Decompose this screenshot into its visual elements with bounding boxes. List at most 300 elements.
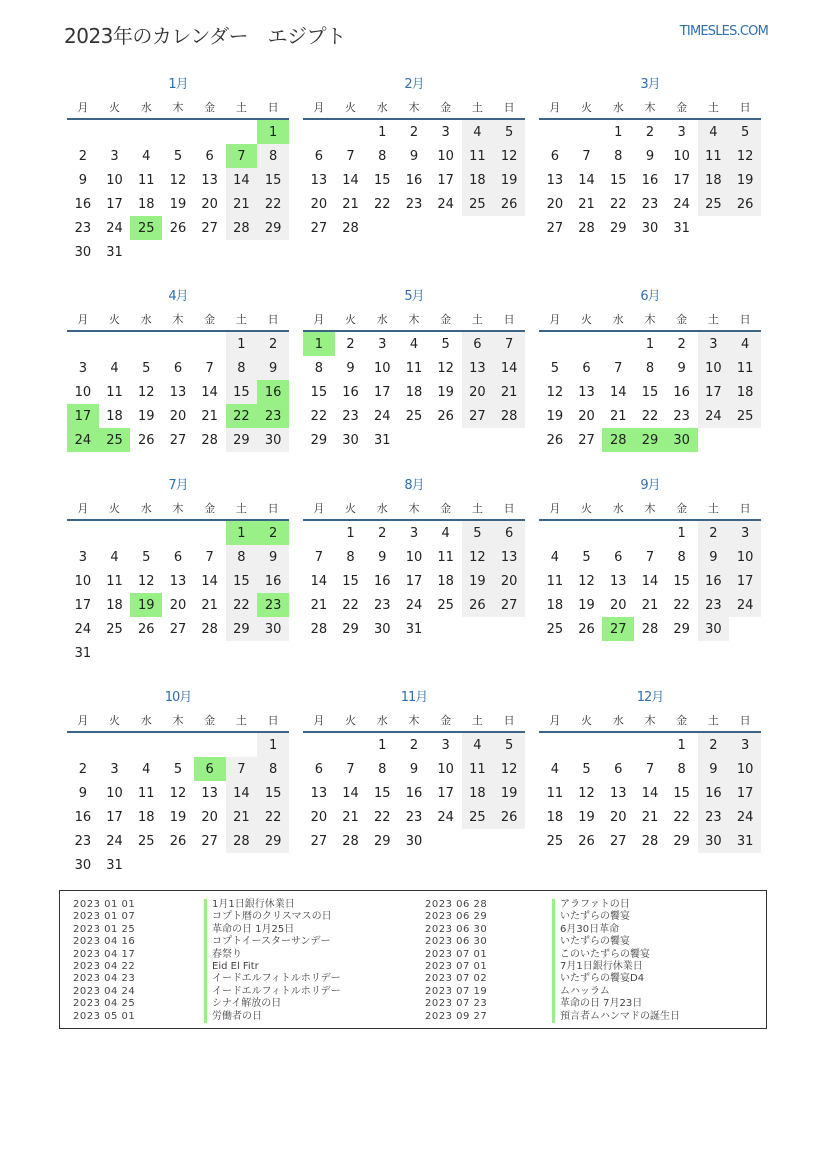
day-cell[interactable]: 20 bbox=[169, 597, 187, 613]
day-cell[interactable]: 16 bbox=[673, 384, 690, 400]
day-cell[interactable]: 11 bbox=[106, 384, 123, 400]
day-cell[interactable]: 1 bbox=[645, 336, 655, 352]
day-cell[interactable]: 20 bbox=[201, 196, 218, 212]
day-cell[interactable]: 30 bbox=[74, 244, 92, 260]
day-cell[interactable]: 11 bbox=[698, 144, 730, 168]
day-cell[interactable]: 9 bbox=[645, 148, 655, 164]
day-cell[interactable]: 27 bbox=[578, 432, 595, 448]
day-cell[interactable]: 7 bbox=[645, 761, 655, 777]
day-cell[interactable]: 12 bbox=[578, 573, 595, 589]
day-cell[interactable]: 8 bbox=[226, 356, 258, 380]
day-cell[interactable]: 10 bbox=[74, 384, 92, 400]
day-cell[interactable]: 29 bbox=[673, 833, 690, 849]
day-cell[interactable]: 8 bbox=[677, 761, 686, 777]
day-cell[interactable]: 8 bbox=[257, 757, 289, 781]
day-cell[interactable]: 10 bbox=[673, 148, 690, 164]
day-cell[interactable]: 16 bbox=[698, 781, 730, 805]
day-cell[interactable]: 18 bbox=[137, 809, 155, 825]
day-cell[interactable]: 27 bbox=[310, 833, 328, 849]
day-cell[interactable]: 26 bbox=[546, 432, 564, 448]
day-cell[interactable]: 21 bbox=[201, 408, 218, 424]
day-cell[interactable]: 4 bbox=[462, 732, 494, 757]
day-cell[interactable]: 17 bbox=[698, 380, 730, 404]
day-cell[interactable]: 29 bbox=[226, 617, 258, 641]
day-cell[interactable]: 5 bbox=[493, 732, 525, 757]
day-cell[interactable]: 29 bbox=[673, 621, 690, 637]
day-cell[interactable]: 5 bbox=[173, 761, 183, 777]
day-cell[interactable]: 26 bbox=[729, 192, 761, 216]
day-cell[interactable]: 23 bbox=[698, 593, 730, 617]
day-cell[interactable]: 21 bbox=[609, 408, 627, 424]
day-cell[interactable]: 6 bbox=[582, 360, 591, 376]
day-cell[interactable]: 27 bbox=[493, 593, 525, 617]
day-cell[interactable]: 16 bbox=[257, 380, 289, 404]
day-cell[interactable]: 7 bbox=[346, 148, 355, 164]
day-cell[interactable]: 28 bbox=[342, 833, 359, 849]
day-cell[interactable]: 18 bbox=[729, 380, 761, 404]
day-cell[interactable]: 25 bbox=[99, 428, 131, 452]
day-cell[interactable]: 14 bbox=[641, 785, 659, 801]
day-cell[interactable]: 4 bbox=[409, 336, 419, 352]
day-cell[interactable]: 27 bbox=[201, 833, 218, 849]
day-cell[interactable]: 13 bbox=[578, 384, 595, 400]
day-cell[interactable]: 28 bbox=[602, 428, 634, 452]
day-cell[interactable]: 19 bbox=[462, 569, 494, 593]
day-cell[interactable]: 24 bbox=[437, 196, 454, 212]
day-cell[interactable]: 12 bbox=[437, 360, 454, 376]
day-cell[interactable]: 28 bbox=[578, 220, 595, 236]
day-cell[interactable]: 13 bbox=[201, 172, 218, 188]
day-cell[interactable]: 22 bbox=[373, 809, 391, 825]
day-cell[interactable]: 26 bbox=[462, 593, 494, 617]
day-cell[interactable]: 28 bbox=[310, 621, 328, 637]
day-cell[interactable]: 18 bbox=[405, 384, 423, 400]
day-cell[interactable]: 15 bbox=[226, 569, 258, 593]
day-cell[interactable]: 19 bbox=[130, 593, 162, 617]
day-cell[interactable]: 5 bbox=[729, 119, 761, 144]
day-cell[interactable]: 6 bbox=[614, 761, 623, 777]
day-cell[interactable]: 28 bbox=[226, 216, 258, 240]
day-cell[interactable]: 23 bbox=[342, 408, 359, 424]
day-cell[interactable]: 12 bbox=[137, 573, 155, 589]
day-cell[interactable]: 30 bbox=[257, 428, 289, 452]
day-cell[interactable]: 29 bbox=[373, 833, 391, 849]
day-cell[interactable]: 26 bbox=[169, 220, 187, 236]
day-cell[interactable]: 19 bbox=[169, 196, 187, 212]
day-cell[interactable]: 8 bbox=[257, 144, 289, 168]
day-cell[interactable]: 23 bbox=[257, 404, 289, 428]
day-cell[interactable]: 17 bbox=[106, 809, 123, 825]
day-cell[interactable]: 6 bbox=[314, 761, 323, 777]
day-cell[interactable]: 27 bbox=[310, 220, 328, 236]
day-cell[interactable]: 29 bbox=[257, 216, 289, 240]
day-cell[interactable]: 3 bbox=[409, 525, 419, 541]
day-cell[interactable]: 31 bbox=[74, 645, 92, 661]
day-cell[interactable]: 25 bbox=[137, 833, 155, 849]
day-cell[interactable]: 27 bbox=[201, 220, 218, 236]
day-cell[interactable]: 28 bbox=[641, 833, 659, 849]
day-cell[interactable]: 3 bbox=[441, 737, 450, 753]
day-cell[interactable]: 18 bbox=[462, 781, 494, 805]
day-cell[interactable]: 26 bbox=[169, 833, 187, 849]
day-cell[interactable]: 25 bbox=[462, 805, 494, 829]
day-cell[interactable]: 24 bbox=[673, 196, 690, 212]
day-cell[interactable]: 11 bbox=[546, 785, 564, 801]
day-cell[interactable]: 30 bbox=[257, 617, 289, 641]
day-cell[interactable]: 1 bbox=[378, 124, 387, 140]
day-cell[interactable]: 20 bbox=[201, 809, 218, 825]
day-cell[interactable]: 1 bbox=[303, 331, 335, 356]
day-cell[interactable]: 5 bbox=[550, 360, 559, 376]
day-cell[interactable]: 9 bbox=[257, 545, 289, 569]
day-cell[interactable]: 13 bbox=[609, 785, 627, 801]
day-cell[interactable]: 31 bbox=[106, 857, 123, 873]
day-cell[interactable]: 30 bbox=[698, 617, 730, 641]
day-cell[interactable]: 1 bbox=[226, 331, 258, 356]
day-cell[interactable]: 18 bbox=[106, 408, 123, 424]
day-cell[interactable]: 2 bbox=[78, 761, 87, 777]
day-cell[interactable]: 20 bbox=[546, 196, 564, 212]
day-cell[interactable]: 13 bbox=[609, 573, 627, 589]
day-cell[interactable]: 3 bbox=[729, 732, 761, 757]
day-cell[interactable]: 20 bbox=[609, 597, 627, 613]
day-cell[interactable]: 19 bbox=[137, 408, 155, 424]
day-cell[interactable]: 1 bbox=[677, 525, 686, 541]
day-cell[interactable]: 3 bbox=[698, 331, 730, 356]
day-cell[interactable]: 7 bbox=[205, 549, 214, 565]
day-cell[interactable]: 8 bbox=[614, 148, 623, 164]
day-cell[interactable]: 1 bbox=[226, 520, 258, 545]
day-cell[interactable]: 7 bbox=[205, 360, 214, 376]
day-cell[interactable]: 31 bbox=[373, 432, 391, 448]
day-cell[interactable]: 23 bbox=[405, 809, 423, 825]
day-cell[interactable]: 9 bbox=[409, 761, 419, 777]
day-cell[interactable]: 7 bbox=[226, 144, 258, 168]
day-cell[interactable]: 19 bbox=[729, 168, 761, 192]
day-cell[interactable]: 24 bbox=[74, 621, 92, 637]
day-cell[interactable]: 17 bbox=[405, 573, 423, 589]
day-cell[interactable]: 20 bbox=[493, 569, 525, 593]
day-cell[interactable]: 23 bbox=[74, 220, 92, 236]
day-cell[interactable]: 30 bbox=[666, 428, 698, 452]
day-cell[interactable]: 7 bbox=[645, 549, 655, 565]
day-cell[interactable]: 24 bbox=[437, 809, 454, 825]
day-cell[interactable]: 6 bbox=[614, 549, 623, 565]
day-cell[interactable]: 25 bbox=[462, 192, 494, 216]
day-cell[interactable]: 24 bbox=[106, 833, 123, 849]
day-cell[interactable]: 19 bbox=[578, 597, 595, 613]
day-cell[interactable]: 14 bbox=[201, 573, 218, 589]
day-cell[interactable]: 6 bbox=[550, 148, 559, 164]
day-cell[interactable]: 25 bbox=[106, 621, 123, 637]
day-cell[interactable]: 14 bbox=[641, 573, 659, 589]
day-cell[interactable]: 21 bbox=[342, 196, 359, 212]
day-cell[interactable]: 25 bbox=[546, 833, 564, 849]
day-cell[interactable]: 30 bbox=[373, 621, 391, 637]
day-cell[interactable]: 19 bbox=[546, 408, 564, 424]
day-cell[interactable]: 2 bbox=[645, 124, 655, 140]
day-cell[interactable]: 24 bbox=[405, 597, 423, 613]
day-cell[interactable]: 19 bbox=[578, 809, 595, 825]
day-cell[interactable]: 11 bbox=[462, 757, 494, 781]
day-cell[interactable]: 22 bbox=[673, 597, 690, 613]
day-cell[interactable]: 13 bbox=[169, 573, 187, 589]
day-cell[interactable]: 3 bbox=[110, 148, 119, 164]
day-cell[interactable]: 11 bbox=[137, 785, 155, 801]
day-cell[interactable]: 12 bbox=[729, 144, 761, 168]
day-cell[interactable]: 4 bbox=[142, 761, 151, 777]
day-cell[interactable]: 27 bbox=[546, 220, 564, 236]
day-cell[interactable]: 8 bbox=[226, 545, 258, 569]
day-cell[interactable]: 18 bbox=[137, 196, 155, 212]
day-cell[interactable]: 5 bbox=[142, 360, 151, 376]
day-cell[interactable]: 26 bbox=[578, 621, 595, 637]
day-cell[interactable]: 26 bbox=[137, 621, 155, 637]
day-cell[interactable]: 7 bbox=[582, 148, 591, 164]
day-cell[interactable]: 17 bbox=[729, 781, 761, 805]
day-cell[interactable]: 15 bbox=[257, 781, 289, 805]
day-cell[interactable]: 14 bbox=[578, 172, 595, 188]
day-cell[interactable]: 19 bbox=[169, 809, 187, 825]
day-cell[interactable]: 5 bbox=[142, 549, 151, 565]
day-cell[interactable]: 25 bbox=[698, 192, 730, 216]
day-cell[interactable]: 22 bbox=[609, 196, 627, 212]
day-cell[interactable]: 20 bbox=[609, 809, 627, 825]
day-cell[interactable]: 5 bbox=[493, 119, 525, 144]
day-cell[interactable]: 3 bbox=[378, 336, 387, 352]
day-cell[interactable]: 17 bbox=[373, 384, 391, 400]
day-cell[interactable]: 29 bbox=[226, 428, 258, 452]
day-cell[interactable]: 23 bbox=[673, 408, 690, 424]
day-cell[interactable]: 28 bbox=[641, 621, 659, 637]
day-cell[interactable]: 25 bbox=[546, 621, 564, 637]
day-cell[interactable]: 10 bbox=[698, 356, 730, 380]
day-cell[interactable]: 18 bbox=[106, 597, 123, 613]
day-cell[interactable]: 13 bbox=[493, 545, 525, 569]
day-cell[interactable]: 12 bbox=[137, 384, 155, 400]
day-cell[interactable]: 29 bbox=[609, 220, 627, 236]
day-cell[interactable]: 28 bbox=[201, 621, 218, 637]
day-cell[interactable]: 16 bbox=[698, 569, 730, 593]
day-cell[interactable]: 21 bbox=[201, 597, 218, 613]
day-cell[interactable]: 21 bbox=[641, 809, 659, 825]
day-cell[interactable]: 10 bbox=[106, 172, 123, 188]
day-cell[interactable]: 17 bbox=[437, 172, 454, 188]
day-cell[interactable]: 11 bbox=[462, 144, 494, 168]
day-cell[interactable]: 15 bbox=[673, 573, 690, 589]
day-cell[interactable]: 23 bbox=[74, 833, 92, 849]
day-cell[interactable]: 3 bbox=[78, 549, 87, 565]
day-cell[interactable]: 14 bbox=[201, 384, 218, 400]
day-cell[interactable]: 13 bbox=[310, 785, 328, 801]
day-cell[interactable]: 24 bbox=[67, 428, 99, 452]
day-cell[interactable]: 8 bbox=[677, 549, 686, 565]
day-cell[interactable]: 23 bbox=[698, 805, 730, 829]
day-cell[interactable]: 15 bbox=[342, 573, 359, 589]
day-cell[interactable]: 15 bbox=[373, 785, 391, 801]
day-cell[interactable]: 4 bbox=[441, 525, 450, 541]
day-cell[interactable]: 26 bbox=[437, 408, 454, 424]
day-cell[interactable]: 6 bbox=[173, 549, 183, 565]
day-cell[interactable]: 30 bbox=[698, 829, 730, 853]
day-cell[interactable]: 25 bbox=[405, 408, 423, 424]
day-cell[interactable]: 21 bbox=[310, 597, 328, 613]
day-cell[interactable]: 11 bbox=[546, 573, 564, 589]
day-cell[interactable]: 14 bbox=[310, 573, 328, 589]
day-cell[interactable]: 1 bbox=[257, 732, 289, 757]
day-cell[interactable]: 1 bbox=[257, 119, 289, 144]
day-cell[interactable]: 28 bbox=[493, 404, 525, 428]
day-cell[interactable]: 4 bbox=[142, 148, 151, 164]
day-cell[interactable]: 14 bbox=[342, 172, 359, 188]
day-cell[interactable]: 7 bbox=[346, 761, 355, 777]
day-cell[interactable]: 4 bbox=[550, 549, 559, 565]
day-cell[interactable]: 23 bbox=[641, 196, 659, 212]
day-cell[interactable]: 2 bbox=[698, 520, 730, 545]
day-cell[interactable]: 13 bbox=[462, 356, 494, 380]
day-cell[interactable]: 9 bbox=[78, 785, 87, 801]
day-cell[interactable]: 12 bbox=[169, 172, 187, 188]
day-cell[interactable]: 9 bbox=[257, 356, 289, 380]
day-cell[interactable]: 24 bbox=[106, 220, 123, 236]
day-cell[interactable]: 15 bbox=[609, 172, 627, 188]
day-cell[interactable]: 16 bbox=[342, 384, 359, 400]
day-cell[interactable]: 5 bbox=[582, 761, 591, 777]
day-cell[interactable]: 2 bbox=[409, 124, 419, 140]
day-cell[interactable]: 10 bbox=[729, 757, 761, 781]
day-cell[interactable]: 5 bbox=[462, 520, 494, 545]
day-cell[interactable]: 3 bbox=[441, 124, 450, 140]
day-cell[interactable]: 10 bbox=[437, 761, 454, 777]
day-cell[interactable]: 21 bbox=[226, 192, 258, 216]
day-cell[interactable]: 17 bbox=[74, 597, 92, 613]
day-cell[interactable]: 31 bbox=[405, 621, 423, 637]
day-cell[interactable]: 20 bbox=[310, 809, 328, 825]
day-cell[interactable]: 9 bbox=[698, 757, 730, 781]
day-cell[interactable]: 9 bbox=[346, 360, 355, 376]
day-cell[interactable]: 15 bbox=[373, 172, 391, 188]
day-cell[interactable]: 8 bbox=[378, 761, 387, 777]
day-cell[interactable]: 10 bbox=[106, 785, 123, 801]
day-cell[interactable]: 9 bbox=[698, 545, 730, 569]
day-cell[interactable]: 16 bbox=[74, 809, 92, 825]
day-cell[interactable]: 30 bbox=[641, 220, 659, 236]
day-cell[interactable]: 26 bbox=[493, 805, 525, 829]
day-cell[interactable]: 3 bbox=[677, 124, 686, 140]
day-cell[interactable]: 6 bbox=[194, 757, 226, 781]
day-cell[interactable]: 22 bbox=[641, 408, 659, 424]
day-cell[interactable]: 3 bbox=[78, 360, 87, 376]
day-cell[interactable]: 26 bbox=[493, 192, 525, 216]
day-cell[interactable]: 14 bbox=[609, 384, 627, 400]
day-cell[interactable]: 1 bbox=[378, 737, 387, 753]
day-cell[interactable]: 27 bbox=[609, 833, 627, 849]
day-cell[interactable]: 4 bbox=[110, 549, 119, 565]
day-cell[interactable]: 20 bbox=[578, 408, 595, 424]
day-cell[interactable]: 22 bbox=[373, 196, 391, 212]
day-cell[interactable]: 20 bbox=[462, 380, 494, 404]
day-cell[interactable]: 22 bbox=[226, 404, 258, 428]
day-cell[interactable]: 11 bbox=[729, 356, 761, 380]
day-cell[interactable]: 26 bbox=[137, 432, 155, 448]
day-cell[interactable]: 13 bbox=[201, 785, 218, 801]
day-cell[interactable]: 8 bbox=[645, 360, 655, 376]
day-cell[interactable]: 16 bbox=[405, 785, 423, 801]
day-cell[interactable]: 5 bbox=[441, 336, 450, 352]
day-cell[interactable]: 14 bbox=[226, 168, 258, 192]
day-cell[interactable]: 20 bbox=[310, 196, 328, 212]
day-cell[interactable]: 2 bbox=[257, 520, 289, 545]
day-cell[interactable]: 26 bbox=[578, 833, 595, 849]
day-cell[interactable]: 22 bbox=[257, 805, 289, 829]
day-cell[interactable]: 24 bbox=[729, 805, 761, 829]
day-cell[interactable]: 27 bbox=[462, 404, 494, 428]
day-cell[interactable]: 5 bbox=[173, 148, 183, 164]
day-cell[interactable]: 2 bbox=[257, 331, 289, 356]
day-cell[interactable]: 11 bbox=[405, 360, 423, 376]
day-cell[interactable]: 11 bbox=[106, 573, 123, 589]
day-cell[interactable]: 9 bbox=[677, 360, 686, 376]
day-cell[interactable]: 6 bbox=[493, 520, 525, 545]
day-cell[interactable]: 13 bbox=[546, 172, 564, 188]
day-cell[interactable]: 4 bbox=[110, 360, 119, 376]
day-cell[interactable]: 25 bbox=[130, 216, 162, 240]
day-cell[interactable]: 1 bbox=[677, 737, 686, 753]
day-cell[interactable]: 15 bbox=[673, 785, 690, 801]
day-cell[interactable]: 10 bbox=[729, 545, 761, 569]
day-cell[interactable]: 30 bbox=[405, 833, 423, 849]
day-cell[interactable]: 29 bbox=[634, 428, 666, 452]
day-cell[interactable]: 2 bbox=[346, 336, 355, 352]
day-cell[interactable]: 7 bbox=[614, 360, 623, 376]
day-cell[interactable]: 17 bbox=[673, 172, 690, 188]
day-cell[interactable]: 29 bbox=[310, 432, 328, 448]
day-cell[interactable]: 15 bbox=[257, 168, 289, 192]
day-cell[interactable]: 19 bbox=[437, 384, 454, 400]
day-cell[interactable]: 2 bbox=[78, 148, 87, 164]
day-cell[interactable]: 16 bbox=[405, 172, 423, 188]
day-cell[interactable]: 12 bbox=[578, 785, 595, 801]
day-cell[interactable]: 21 bbox=[641, 597, 659, 613]
day-cell[interactable]: 8 bbox=[346, 549, 355, 565]
day-cell[interactable]: 12 bbox=[462, 545, 494, 569]
day-cell[interactable]: 1 bbox=[346, 525, 355, 541]
day-cell[interactable]: 7 bbox=[226, 757, 258, 781]
day-cell[interactable]: 23 bbox=[405, 196, 423, 212]
day-cell[interactable]: 22 bbox=[673, 809, 690, 825]
day-cell[interactable]: 10 bbox=[437, 148, 454, 164]
day-cell[interactable]: 14 bbox=[493, 356, 525, 380]
day-cell[interactable]: 1 bbox=[614, 124, 623, 140]
day-cell[interactable]: 23 bbox=[373, 597, 391, 613]
day-cell[interactable]: 8 bbox=[378, 148, 387, 164]
day-cell[interactable]: 31 bbox=[106, 244, 123, 260]
day-cell[interactable]: 11 bbox=[137, 172, 155, 188]
day-cell[interactable]: 14 bbox=[226, 781, 258, 805]
day-cell[interactable]: 30 bbox=[342, 432, 359, 448]
day-cell[interactable]: 31 bbox=[673, 220, 690, 236]
day-cell[interactable]: 18 bbox=[437, 573, 454, 589]
day-cell[interactable]: 23 bbox=[257, 593, 289, 617]
day-cell[interactable]: 2 bbox=[677, 336, 686, 352]
day-cell[interactable]: 22 bbox=[257, 192, 289, 216]
day-cell[interactable]: 6 bbox=[314, 148, 323, 164]
day-cell[interactable]: 18 bbox=[546, 597, 564, 613]
day-cell[interactable]: 7 bbox=[314, 549, 323, 565]
day-cell[interactable]: 25 bbox=[437, 597, 454, 613]
day-cell[interactable]: 24 bbox=[729, 593, 761, 617]
day-cell[interactable]: 29 bbox=[257, 829, 289, 853]
